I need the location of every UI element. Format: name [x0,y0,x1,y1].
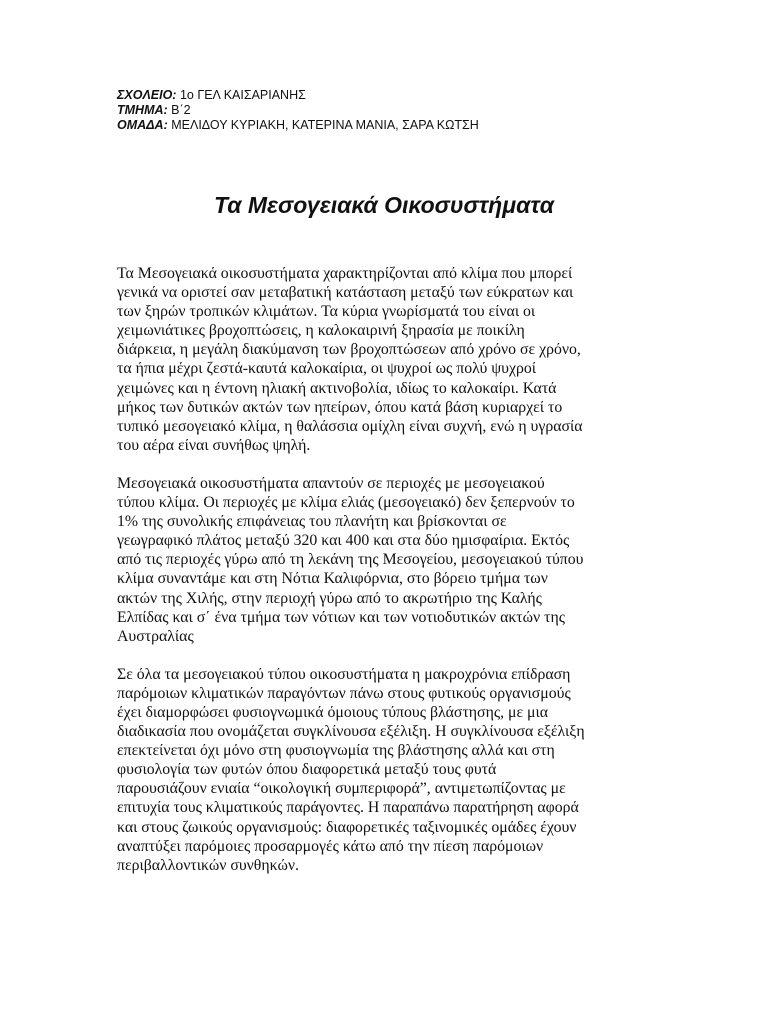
text-line: και στους ζωικούς οργανισμούς: διαφορετικές ταξινομικές ομάδες έχουν [117,818,577,836]
text-line: παρόμοιων κλιματικών παραγόντων πάνω στους φυτικούς οργανισμούς [117,684,571,702]
paragraph-1 [117,264,657,455]
team-label: ΟΜΑΔΑ: [117,118,168,132]
text-line: Μεσογειακά οικοσυστήματα απαντούν σε περιοχές με μεσογειακού [117,474,545,492]
text-line: αναπτύξει παρόμοιες προσαρμογές κάτω από την πίεση παρόμοιων [117,837,544,855]
text-line: του αέρα είναι συνήθως ψηλή. [117,436,311,454]
text-line: περιβαλλοντικών συνθηκών. [117,856,299,874]
team-value: ΜΕΛΙΔΟΥ ΚΥΡΙΑΚΗ, ΚΑΤΕΡΙΝΑ ΜΑΝΙΑ, ΣΑΡΑ ΚΩΤΣΗ [167,118,479,132]
text-line: γεωγραφικό πλάτος μεταξύ 320 και 400 και στα δύο ημισφαίρια. Εκτός [117,532,570,550]
school-value: 1ο ΓΕΛ ΚΑΙΣΑΡΙΑΝΗΣ [176,88,306,102]
text-line: Αυστραλίας [117,627,194,645]
text-line: των ξηρών τροπικών κλιμάτων. Τα κύρια γνωρίσματά του είναι οι [117,303,536,321]
paragraph-2 [117,474,657,646]
text-line: κλίμα συναντάμε και στη Νότια Καλιφόρνια, στο βόρειο τμήμα των [117,570,548,588]
text-line: διάρκεια, η μεγάλη διακύμανση των βροχοπτώσεων από χρόνο σε χρόνο, [117,341,581,359]
class-label: ΤΜΗΜΑ: [117,103,168,117]
text-line: τα ήπια μέχρι ζεστά-καυτά καλοκαίρια, οι ψυχροί ως πολύ ψυχροί [117,360,537,378]
text-line: τύπου κλίμα. Οι περιοχές με κλίμα ελιάς (μεσογειακό) δεν ξεπερνούν το [117,494,575,512]
text-line: Ελπίδας και σ΄ ένα τμήμα των νότιων και των νοτιοδυτικών ακτών της [117,608,566,626]
text-line: διαδικασία που ονομάζεται συγκλίνουσα εξέλιξη. Η συγκλίνουσα εξέλιξη [117,723,585,741]
text-line: μήκος των δυτικών ακτών των ηπείρων, όπου κατά βάση κυριαρχεί το [117,398,563,416]
text-line: τυπικό μεσογειακό κλίμα, η θαλάσσια ομίχλη είναι συχνή, ενώ η υγρασία [117,417,583,435]
text-line: παρουσιάζουν ενιαία “οικολογική συμπεριφορά”, αντιμετωπίζοντας με [117,780,566,798]
text-line: Σε όλα τα μεσογειακού τύπου οικοσυστήματα η μακροχρόνια επίδραση [117,665,571,683]
text-line: γενικά να οριστεί σαν μεταβατική κατάσταση μεταξύ των εύκρατων και [117,284,574,302]
document-header [117,88,479,133]
class-line [117,103,479,118]
school-label: ΣΧΟΛΕΙΟ: [117,88,177,102]
text-line: Τα Μεσογειακά οικοσυστήματα χαρακτηρίζονται από κλίμα που μπορεί [117,265,573,282]
text-line: επιτυχία τους κλιματικούς παράγοντες. Η παραπάνω παρατήρηση αφορά [117,799,579,817]
text-line: 1% της συνολικής επιφάνειας του πλανήτη και βρίσκονται σε [117,513,507,531]
text-line: έχει διαμορφώσει φυσιογνωμικά όμοιους τύπους βλάστησης, με μια [117,703,549,721]
text-line: από τις περιοχές γύρω από τη λεκάνη της Μεσογείου, μεσογειακού τύπου [117,551,584,569]
document-body [117,264,657,894]
school-line [117,88,479,103]
text-line: επεκτείνεται όχι μόνο στη φυσιογνωμία της βλάστησης αλλά και στη [117,742,555,760]
text-line: ακτών της Χιλής, στην περιοχή γύρω από το ακρωτήριο της Καλής [117,589,542,607]
paragraph-3 [117,665,657,875]
document-title: Τα Μεσογειακά Οικοσυστήματα [214,192,554,218]
class-value: Β΄2 [167,103,191,117]
text-line: χειμωνιάτικες βροχοπτώσεις, η καλοκαιρινή ξηρασία με ποικίλη [117,322,525,340]
team-line [117,118,479,133]
text-line: χειμώνες και η έντονη ηλιακή ακτινοβολία, ιδίως το καλοκαίρι. Κατά [117,379,557,397]
text-line: φυσιολογία των φυτών όπου διαφορετικά μεταξύ τους φυτά [117,761,497,779]
